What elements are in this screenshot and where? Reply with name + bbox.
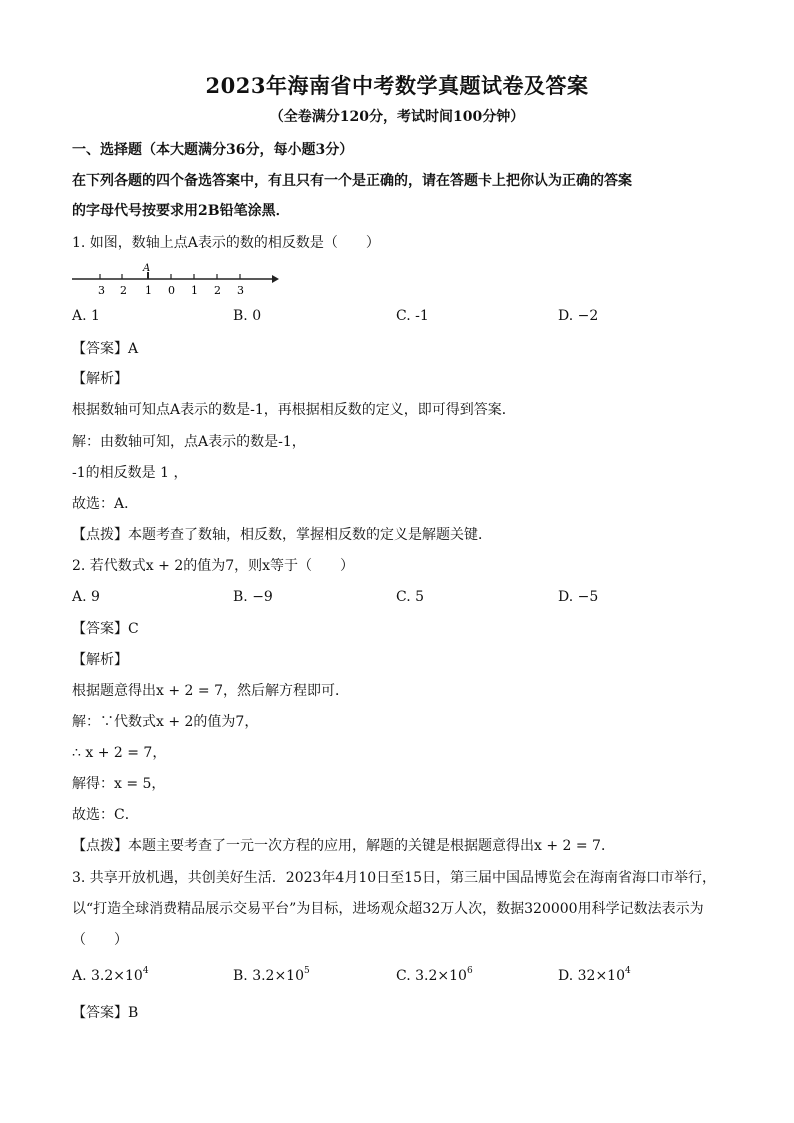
- q1-option-d: D. −2: [558, 308, 599, 324]
- q1-solution-2: -1的相反数是 1 ，: [72, 465, 188, 481]
- q2-option-d: D. −5: [558, 589, 599, 605]
- q2-solution-2: ∴ x + 2 = 7，: [72, 745, 167, 761]
- q2-stem: 2. 若代数式x + 2的值为7，则x等于（ ）: [72, 558, 355, 574]
- q3-option-b: B. $3.2\times 10^5$: [233, 966, 310, 984]
- q3-option-d: D. $32\times 10^4$: [558, 966, 631, 984]
- q3-option-c: C. $3.2\times 10^6$: [396, 966, 473, 984]
- q1-analysis-label: 【解析】: [72, 371, 128, 387]
- q2-analysis: 根据题意得出x + 2 = 7，然后解方程即可．: [72, 683, 349, 699]
- q3-stem-3: （ ）: [72, 932, 128, 948]
- q1-option-b: B. 0: [233, 308, 262, 324]
- q1-analysis: 根据数轴可知点A表示的数是-1，再根据相反数的定义，即可得到答案．: [72, 402, 516, 418]
- q2-comment: 【点拨】本题主要考查了一元一次方程的应用，解题的关键是根据题意得出x + 2 = 7．: [72, 838, 615, 854]
- q1-solution-1: 解：由数轴可知，点A表示的数是-1，: [72, 434, 306, 450]
- q1-answer: 【答案】A: [72, 341, 139, 357]
- tick-label: 0: [168, 284, 175, 296]
- tick-label: 3: [237, 284, 244, 296]
- section-instruction-1: 在下列各题的四个备选答案中，有且只有一个是正确的，请在答题卡上把你认为正确的答案: [72, 173, 632, 189]
- tick-label: 2: [120, 284, 127, 296]
- section-instruction-2: 的字母代号按要求用2B铅笔涂黑．: [72, 203, 290, 219]
- point-a-label: A: [143, 263, 151, 274]
- q2-analysis-label: 【解析】: [72, 652, 128, 668]
- q1-choose: 故选：A．: [72, 496, 139, 512]
- q3-option-a: A. $3.2\times 10^4$: [72, 966, 149, 984]
- q1-option-c: C. -1: [396, 308, 429, 324]
- q2-option-c: C. 5: [396, 589, 425, 605]
- q3-answer: 【答案】B: [72, 1005, 139, 1021]
- tick-label: 2: [214, 284, 221, 296]
- exam-subtitle: （全卷满分120分，考试时间100分钟）: [269, 109, 525, 125]
- tick-label: 1: [145, 284, 152, 296]
- number-line-arrow: [272, 275, 279, 283]
- q2-solution-1: 解：∵代数式x + 2的值为7，: [72, 714, 259, 730]
- tick-label: 1: [191, 284, 198, 296]
- number-line-figure: [72, 262, 282, 296]
- exam-title: 2023年海南省中考数学真题试卷及答案: [205, 73, 589, 98]
- q1-comment: 【点拨】本题考查了数轴，相反数，掌握相反数的定义是解题关键．: [72, 527, 492, 543]
- q2-answer: 【答案】C: [72, 621, 139, 637]
- q2-option-b: B. −9: [233, 589, 273, 605]
- q3-stem-1: 3. 共享开放机遇，共创美好生活．2023年4月10日至15日，第三届中国品博览会在海南省海口市举行，: [72, 870, 716, 886]
- q1-stem: 1. 如图，数轴上点A表示的数的相反数是（ ）: [72, 235, 380, 251]
- q1-option-a: A. 1: [72, 308, 100, 324]
- q2-choose: 故选：C．: [72, 807, 139, 823]
- tick-label: 3: [98, 284, 105, 296]
- section-heading: 一、选择题（本大题满分36分，每小题3分）: [72, 142, 354, 158]
- q2-option-a: A. 9: [72, 589, 100, 605]
- q3-stem-2: 以“打造全球消费精品展示交易平台”为目标，进场观众超32万人次，数据320000用科学记数法表示为: [72, 901, 704, 917]
- q2-solution-3: 解得：x = 5，: [72, 776, 166, 792]
